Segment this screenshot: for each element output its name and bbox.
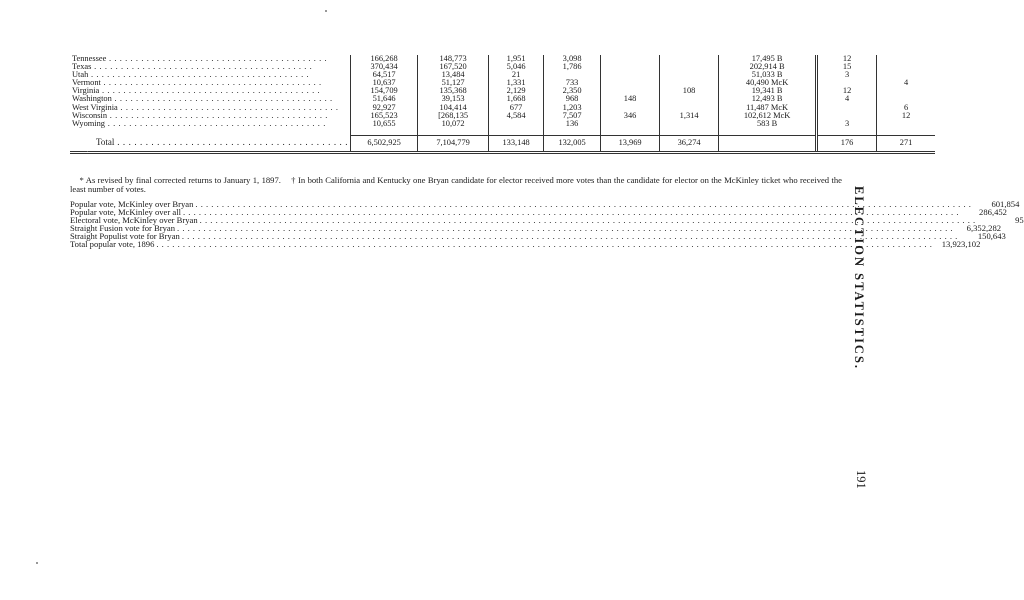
vote-cell: 11,487 McK (719, 104, 817, 112)
vote-cell: 5,046 (489, 63, 544, 71)
leader-dots: . . . . . . . . . . . . . . . . . . . . . . . . . . . . . . . . . . . . . . . . . . . . . . . . . . . . . . . . . . . . . . . . . . . . . . . . . . . . . . . . . . . . . . . . . . . . . . . . . . . . . . . . . . . . . . . . . . . . . . . . . . . . . . . . . . . . . . . . . . . . . . . . . . . (199, 215, 976, 226)
summary-value: 286,452 (979, 207, 1007, 218)
vote-cell: 133,148 (489, 135, 544, 151)
vote-cell (719, 135, 817, 151)
total-label-text: Total (96, 137, 115, 148)
vote-summary (70, 199, 1024, 250)
vote-cell: 167,520 (418, 63, 489, 71)
vote-cell: 104,414 (418, 104, 489, 112)
vote-cell (660, 95, 719, 103)
summary-value: 95 (1015, 215, 1024, 226)
vote-cell: 166,268 (351, 55, 418, 63)
leader-dots: . . . . . . . . . . . . . . . . . . . . . . . . . . . . . . . . . . . . . . . . . (117, 102, 339, 112)
vote-cell: 6 (877, 104, 936, 112)
vote-cell: 968 (544, 95, 601, 103)
summary-value: 150,643 (977, 231, 1006, 242)
vote-cell: 677 (489, 104, 544, 112)
footnote-revised: * As revised by final corrected returns to January 1, 1897. (79, 175, 281, 185)
vote-cell: 36,274 (660, 135, 719, 151)
vote-cell: 51,033 B (719, 71, 817, 79)
total-label (70, 135, 351, 151)
vote-cell: 13,484 (418, 71, 489, 79)
vote-cell (877, 55, 936, 63)
summary-label: Popular vote, McKinley over all (70, 207, 181, 218)
vote-cell (601, 71, 660, 79)
state-name-text: Texas (72, 62, 92, 72)
leader-dots: . . . . . . . . . . . . . . . . . . . . . . . . . . . . . . . . . . . . . . . . . (107, 110, 328, 120)
state-name-text: Utah (72, 70, 89, 80)
vote-cell (660, 63, 719, 71)
footnote-california-kentucky: † In both California and Kentucky one Bryan candidate for elector received more votes than the candidate for elector on the McKinley ticket who received the least number of votes. (70, 175, 842, 194)
summary-label: Straight Populist vote for Bryan (70, 231, 180, 242)
vote-cell (601, 63, 660, 71)
vote-cell: 7,104,779 (418, 135, 489, 151)
vote-cell: 165,523 (351, 112, 418, 120)
vote-cell: 12 (842, 86, 852, 96)
vote-cell: 3,098 (544, 55, 601, 63)
vote-cell: 370,434 (351, 63, 418, 71)
table-row (70, 120, 935, 128)
vote-cell: 64,517 (351, 71, 418, 79)
vote-cell: 21 (489, 71, 544, 79)
vote-cell: 10,072 (418, 120, 489, 128)
vote-cell: 2,129 (489, 87, 544, 95)
scan-speck (36, 562, 38, 564)
summary-value: 601,854 (991, 199, 1020, 209)
vote-cell: 51,646 (351, 95, 418, 103)
vote-cell: 13,969 (601, 135, 660, 151)
vote-cell: 108 (660, 87, 719, 95)
summary-label: Electoral vote, McKinley over Bryan (70, 215, 198, 226)
vote-cell: 1,331 (489, 79, 544, 87)
vote-cell (877, 63, 936, 71)
state-name-text: Tennessee (72, 54, 107, 63)
state-name-text: Vermont (72, 78, 101, 88)
scan-speck (325, 10, 327, 12)
vote-cell: 3 (844, 118, 850, 128)
total-row (70, 135, 935, 151)
vote-cell: 202,914 B (719, 63, 817, 71)
vote-cell (660, 55, 719, 63)
vote-cell: 51,127 (418, 79, 489, 87)
summary-label: Popular vote, McKinley over Bryan (70, 199, 194, 209)
vote-cell (601, 55, 660, 63)
vote-cell: 12 (877, 112, 936, 120)
vote-cell (660, 120, 719, 128)
leader-dots: . . . . . . . . . . . . . . . . . . . . . . . . . . . . . . . . . . . . . . . . . (111, 94, 333, 104)
scan-speck (87, 151, 88, 152)
summary-row (70, 239, 981, 250)
leader-dots: . . . . . . . . . . . . . . . . . . . . . . . . . . . . . . . . . . . . . . . . . . . . . . . . . . . . . . . . . . . . . . . . . . . . . . . . . . . . . . . . . . . . . . . . . . . . . . . . . . . . . . . . . . . . . . . . . . . . . . . . . . . . . . . . . . . . . . . . . . . . . . . . . . . (156, 239, 933, 250)
leader-dots: . . . . . . . . . . . . . . . . . . . . . . . . . . . . . . . . . . . . . . . . . (105, 118, 326, 128)
closing-rule (70, 151, 935, 153)
vote-cell: 92,927 (351, 104, 418, 112)
vote-cell: 135,368 (418, 87, 489, 95)
vote-cell: 10,655 (351, 120, 418, 128)
running-head: ELECTION STATISTICS. (852, 186, 866, 371)
state-name-text: West Virginia (72, 102, 118, 112)
vote-cell (489, 120, 544, 128)
vote-cell: [268,135 (418, 112, 489, 120)
footnote (70, 176, 842, 194)
leader-dots: . . . . . . . . . . . . . . . . . . . . . . . . . . . . . . . . . . . . . . . . . (100, 78, 322, 88)
vote-cell: 1,668 (489, 95, 544, 103)
vote-cell (877, 120, 936, 128)
leader-dots: . . . . . . . . . . . . . . . . . . . . . . . . . . . . . . . . . . . . . . . . . . . . . . . . . . . . . . . . . . . . . . . . . . . . . . . . . . . . . . . . . . . . . . . . . . . . . . . . . . . . . . . . . . . . . . . . . . . . . . . . . . . . . . . . . . . . . . . . . . . . . . . . . . . (195, 199, 972, 209)
vote-cell: 6,502,925 (351, 135, 418, 151)
vote-cell: 154,709 (351, 87, 418, 95)
vote-cell (601, 120, 660, 128)
vote-cell: 12 (842, 54, 852, 63)
vote-cell: 176 (817, 135, 877, 151)
leader-dots: . . . . . . . . . . . . . . . . . . . . . . . . . . . . . . . . . . . . . . . . . . . . . . . . . . . . . . . . . . . . . . . . . . . . . . . . . . . . . . . . . . . . . . . . . . . . . . . . . . . . . . . . . . . . . . . . . . . . . . . . . . . . . . . . . . . . . . . . . . . . . . . . . . . (177, 223, 954, 234)
vote-cell (601, 79, 660, 87)
summary-label: Straight Fusion vote for Bryan (70, 223, 176, 234)
vote-cell: 17,495 B (719, 55, 817, 63)
vote-cell: 148,773 (418, 55, 489, 63)
state-name (70, 120, 351, 128)
summary-value: 6,352,282 (966, 223, 1002, 234)
summary-label: Total popular vote, 1896 (70, 239, 155, 250)
leader-dots: . . . . . . . . . . . . . . . . . . . . . . . . . . . . . . . . . . . . . . . . . (91, 62, 313, 72)
vote-cell (817, 104, 877, 112)
vote-cell: 12,493 B (719, 95, 817, 103)
vote-cell: 7,507 (544, 112, 601, 120)
summary-value: 13,923,102 (941, 239, 981, 250)
page-number: 191 (854, 470, 868, 489)
state-name-text: Virginia (72, 86, 100, 96)
leader-dots: . . . . . . . . . . . . . . . . . . . . . . . . . . . . . . . . . . . . . . . . . . . . . . . . . . . . . . . . . . . . . . . . . . . . . . . . . . . . . . . . . . . . . . . . . . . . . . . . . . . . . . . . . . . . . . . . . . . . . . . . . . . . . . . . . . . . . . . . . . . . . . . . . . . (181, 231, 958, 242)
vote-cell: 39,153 (418, 95, 489, 103)
vote-cell: 1,786 (544, 63, 601, 71)
vote-cell: 148 (601, 95, 660, 103)
vote-cell: 136 (544, 120, 601, 128)
vote-cell: 132,005 (544, 135, 601, 151)
leader-dots: . . . . . . . . . . . . . . . . . . . . . . . . . . . . . . . . . . . . . . . . . (88, 70, 310, 80)
leader-dots: . . . . . . . . . . . . . . . . . . . . . . . . . . . . . . . . . . . . . . . . . (106, 54, 328, 63)
leader-dots: . . . . . . . . . . . . . . . . . . . . . . . . . . . . . . . . . . . . . . . . . (114, 137, 349, 148)
vote-cell: 1,314 (660, 112, 719, 120)
vote-cell: 271 (877, 135, 936, 151)
vote-cell: 40,490 McK (719, 79, 817, 87)
vote-cell: 1,951 (489, 55, 544, 63)
vote-cell: 1,203 (544, 104, 601, 112)
vote-cell: 102,612 McK (719, 112, 817, 120)
vote-cell: 15 (842, 62, 852, 72)
vote-cell: 10,637 (351, 79, 418, 87)
state-name-text: Wisconsin (72, 110, 108, 120)
vote-cell: 733 (544, 79, 601, 87)
state-name-text: Washington (72, 94, 112, 104)
leader-dots: . . . . . . . . . . . . . . . . . . . . . . . . . . . . . . . . . . . . . . . . . . . . . . . . . . . . . . . . . . . . . . . . . . . . . . . . . . . . . . . . . . . . . . . . . . . . . . . . . . . . . . . . . . . . . . . . . . . . . . . . . . . . . . . . . . . . . . . . . . . . . . . . . . . (182, 207, 959, 218)
spacer-row (70, 128, 935, 136)
vote-cell (877, 87, 936, 95)
vote-cell: 4 (844, 94, 850, 104)
state-name-text: Wyoming (72, 118, 105, 128)
leader-dots: . . . . . . . . . . . . . . . . . . . . . . . . . . . . . . . . . . . . . . . . . (99, 86, 321, 96)
election-results-table (70, 55, 935, 154)
table-body (70, 55, 935, 152)
vote-cell: 346 (601, 112, 660, 120)
vote-cell: 4 (877, 79, 936, 87)
vote-cell: 19,341 B (719, 87, 817, 95)
vote-cell: 2,350 (544, 87, 601, 95)
vote-cell: 3 (844, 70, 850, 80)
vote-cell: 583 B (719, 120, 817, 128)
vote-cell (660, 71, 719, 79)
vote-cell: 4,584 (489, 112, 544, 120)
